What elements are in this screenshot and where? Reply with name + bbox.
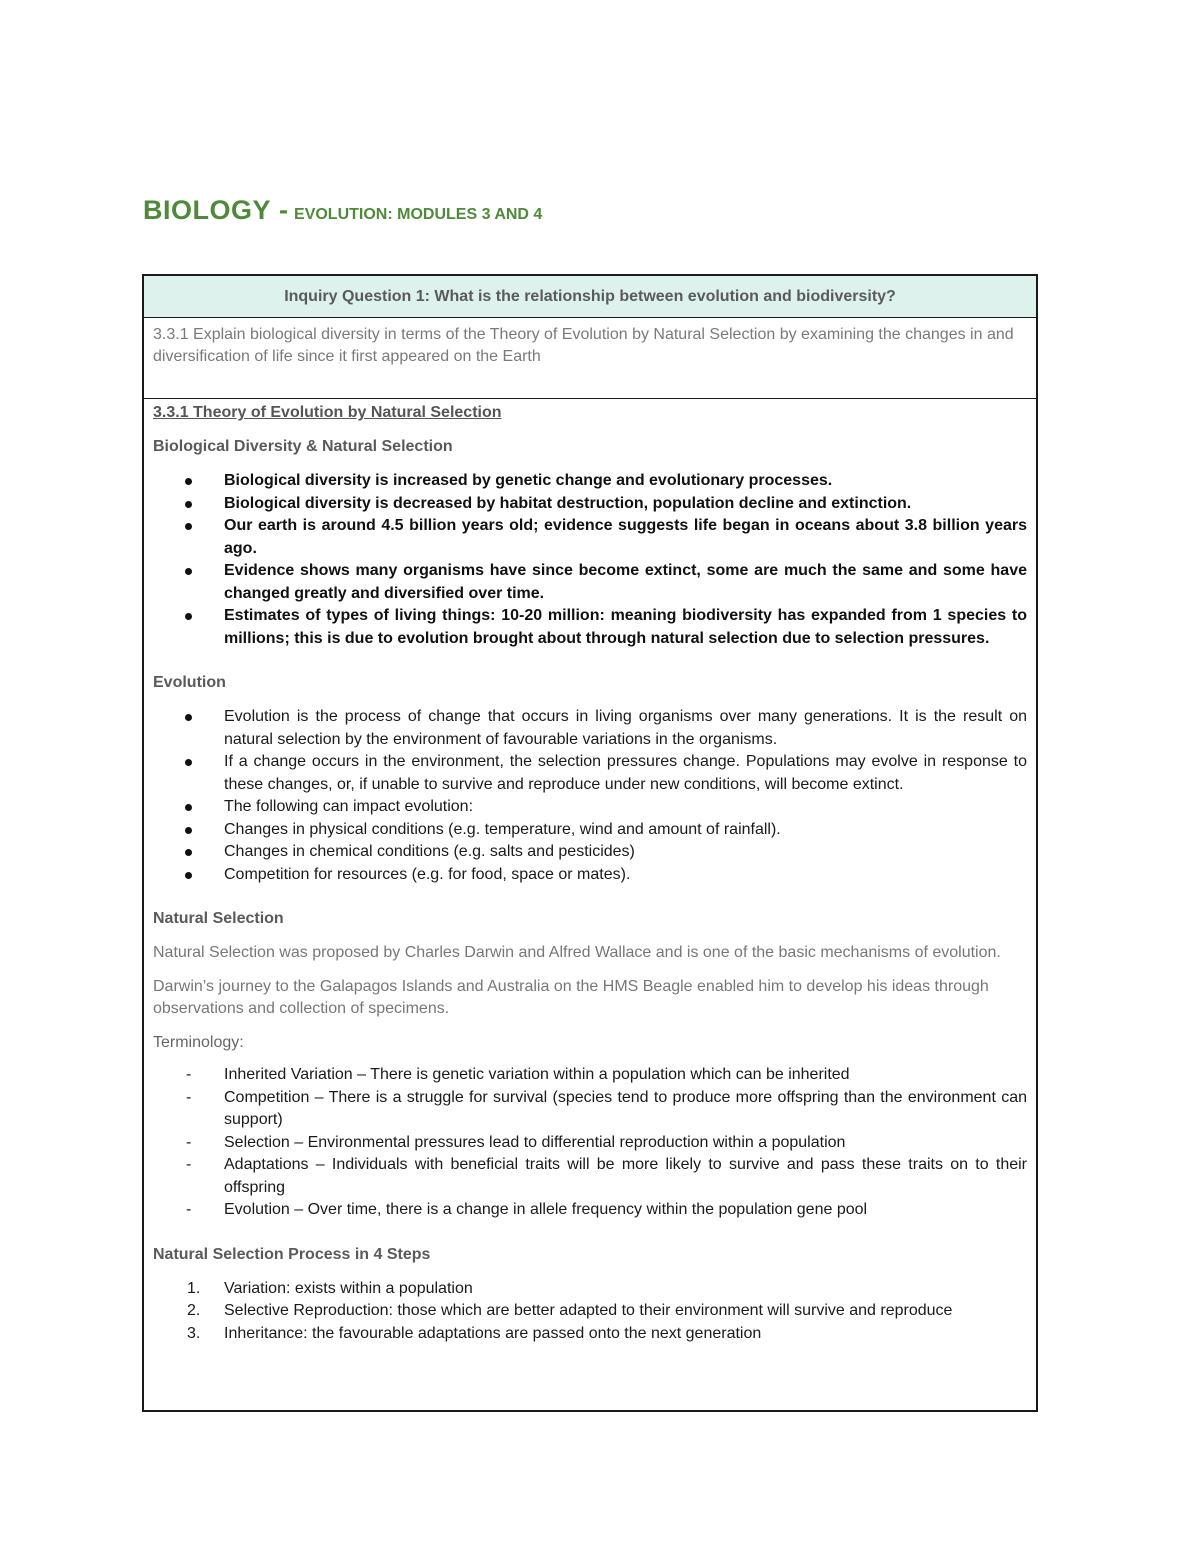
- list-item: - Selection – Environmental pressures lead to differential reproduction within a population: [153, 1132, 1027, 1155]
- list-item: Evidence shows many organisms have since become extinct, some are much the same and some have changed greatly and diversified over time.: [153, 560, 1027, 605]
- list-item: Changes in chemical conditions (e.g. salts and pesticides): [153, 841, 1027, 864]
- terminology-list: [153, 1064, 1027, 1222]
- title-topic: EVOLUTION: MODULES 3 AND 4: [294, 206, 543, 223]
- outcome-text: 3.3.1 Explain biological diversity in terms of the Theory of Evolution by Natural Selection by examining the changes in and diversification of life since it first appeared on the Earth: [153, 326, 1014, 365]
- list-item: Estimates of types of living things: 10-20 million: meaning biodiversity has expanded from 1 species to millions; this is due to evolution brought about through natural selection due to selection pressures.: [153, 605, 1027, 650]
- content-table: [142, 274, 1038, 1412]
- list-item: Evolution is the process of change that occurs in living organisms over many generations. It is the result on natural selection by the environment of favourable variations in the organisms.: [153, 706, 1027, 751]
- bullet-icon: [185, 796, 195, 811]
- bullet-icon: [185, 819, 195, 834]
- list-item: 2. Selective Reproduction: those which are better adapted to their environment will survive and reproduce: [153, 1300, 1027, 1323]
- title-subject: BIOLOGY: [143, 195, 272, 225]
- terminology-label: Terminology:: [153, 1034, 244, 1051]
- evolution-list: [153, 706, 1027, 886]
- biodiversity-heading: Biological Diversity & Natural Selection: [153, 438, 453, 455]
- step-number: 2.: [187, 1302, 201, 1319]
- list-item: Changes in physical conditions (e.g. temperature, wind and amount of rainfall).: [153, 819, 1027, 842]
- bullet-icon: [185, 470, 195, 485]
- title-separator: -: [279, 195, 289, 225]
- bullet-icon: [185, 560, 195, 575]
- list-item: - Inherited Variation – There is genetic variation within a population which can be inherited: [153, 1064, 1027, 1087]
- bullet-icon: [185, 515, 195, 530]
- list-item: Our earth is around 4.5 billion years old; evidence suggests life began in oceans about 3.8 billion years ago.: [153, 515, 1027, 560]
- bullet-icon: [185, 841, 195, 856]
- biodiversity-list: [153, 470, 1027, 650]
- dash-marker: -: [186, 1156, 192, 1173]
- natural-selection-paragraph: Natural Selection was proposed by Charles Darwin and Alfred Wallace and is one of the basic mechanisms of evolution.: [153, 944, 1001, 961]
- list-item: The following can impact evolution:: [153, 796, 1027, 819]
- darwin-paragraph: Darwin’s journey to the Galapagos Islands and Australia on the HMS Beagle enabled him to develop his ideas through observations and collection of specimens.: [153, 978, 989, 1017]
- bullet-icon: [185, 706, 195, 721]
- dash-marker: -: [186, 1066, 192, 1083]
- section-title: 3.3.1 Theory of Evolution by Natural Selection: [153, 404, 502, 421]
- page-title: [143, 190, 542, 227]
- evolution-heading: Evolution: [153, 674, 226, 691]
- dash-marker: -: [186, 1088, 192, 1106]
- list-item: Biological diversity is increased by genetic change and evolutionary processes.: [153, 470, 1027, 493]
- outcome-cell: [144, 317, 1036, 398]
- process-heading: Natural Selection Process in 4 Steps: [153, 1245, 431, 1263]
- step-number: 1.: [187, 1279, 201, 1297]
- dash-marker: -: [186, 1133, 192, 1151]
- bullet-icon: [185, 864, 195, 879]
- list-item: 1. Variation: exists within a population: [153, 1278, 1027, 1301]
- list-item: - Evolution – Over time, there is a change in allele frequency within the population gene pool: [153, 1199, 1027, 1222]
- bullet-icon: [185, 605, 195, 620]
- inquiry-question: Inquiry Question 1: What is the relationship between evolution and biodiversity?: [284, 287, 896, 305]
- list-item: 3. Inheritance: the favourable adaptations are passed onto the next generation: [153, 1323, 1027, 1346]
- bullet-icon: [185, 751, 195, 766]
- notes-cell: [144, 398, 1036, 1410]
- list-item: - Adaptations – Individuals with beneficial traits will be more likely to survive and pass these traits on to their offspring: [186, 1156, 1027, 1196]
- process-steps-list: [153, 1278, 1027, 1346]
- list-item: If a change occurs in the environment, the selection pressures change. Populations may evolve in response to these changes, or, if unable to survive and reproduce under new conditions, will become extinct.: [153, 751, 1027, 796]
- list-item: - Competition – There is a struggle for survival (species tend to produce more offspring than the environment can support): [186, 1088, 1027, 1128]
- natural-selection-heading: Natural Selection: [153, 910, 284, 927]
- bullet-icon: [185, 493, 195, 508]
- list-item: Competition for resources (e.g. for food, space or mates).: [153, 864, 1027, 887]
- dash-marker: -: [186, 1201, 192, 1218]
- inquiry-question-cell: [144, 276, 1036, 317]
- step-number: 3.: [187, 1324, 201, 1342]
- list-item: Biological diversity is decreased by habitat destruction, population decline and extinction.: [153, 493, 1027, 516]
